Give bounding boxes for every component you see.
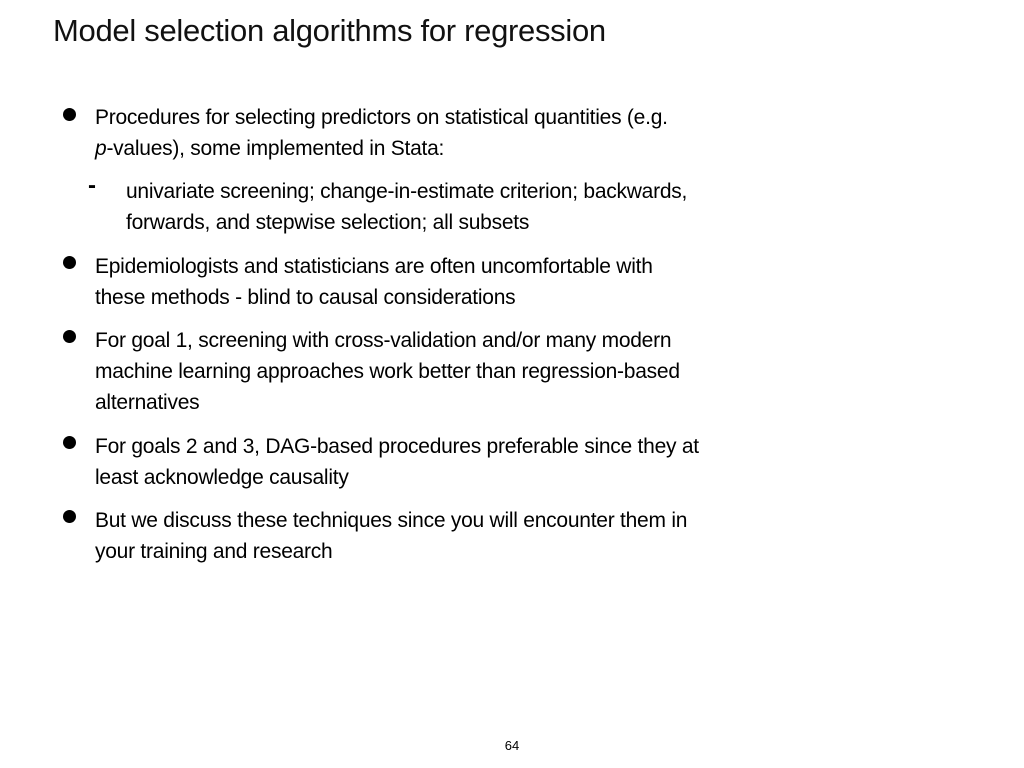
slide-title: Model selection algorithms for regression — [53, 13, 606, 48]
bullet-marker — [63, 510, 76, 523]
sub-bullet-line-2: forwards, and stepwise selection; all subsets — [126, 211, 530, 234]
bullet-marker — [63, 330, 76, 343]
bullet-1-line-2 — [95, 136, 444, 162]
bullet-3-line-1: For goal 1, screening with cross-validation and/or many modern — [95, 329, 672, 352]
bullet-3-line-3: alternatives — [95, 391, 200, 414]
bullet-marker — [63, 108, 76, 121]
bullet-3-line-2: machine learning approaches work better than regression-based — [95, 360, 680, 383]
italic-p: p — [95, 137, 107, 160]
bullet-1-line-2-text: -values), some implemented in Stata: — [106, 137, 445, 160]
bullet-marker — [63, 436, 76, 449]
bullet-4-line-1: For goals 2 and 3, DAG-based procedures preferable since they at — [95, 435, 699, 458]
bullet-4-line-2: least acknowledge causality — [95, 466, 349, 489]
bullet-5-line-1: But we discuss these techniques since you will encounter them in — [95, 509, 688, 532]
page-number: 64 — [504, 738, 520, 753]
bullet-2-line-2: these methods - blind to causal considerations — [95, 286, 516, 309]
sub-bullet-line-1: univariate screening; change-in-estimate criterion; backwards, — [126, 180, 688, 203]
bullet-marker — [63, 256, 76, 269]
sub-bullet-dash: - — [88, 172, 96, 199]
bullet-2-line-1: Epidemiologists and statisticians are often uncomfortable with — [95, 255, 653, 278]
bullet-1-line-1: Procedures for selecting predictors on statistical quantities (e.g. — [95, 106, 668, 129]
bullet-5-line-2: your training and research — [95, 540, 333, 563]
